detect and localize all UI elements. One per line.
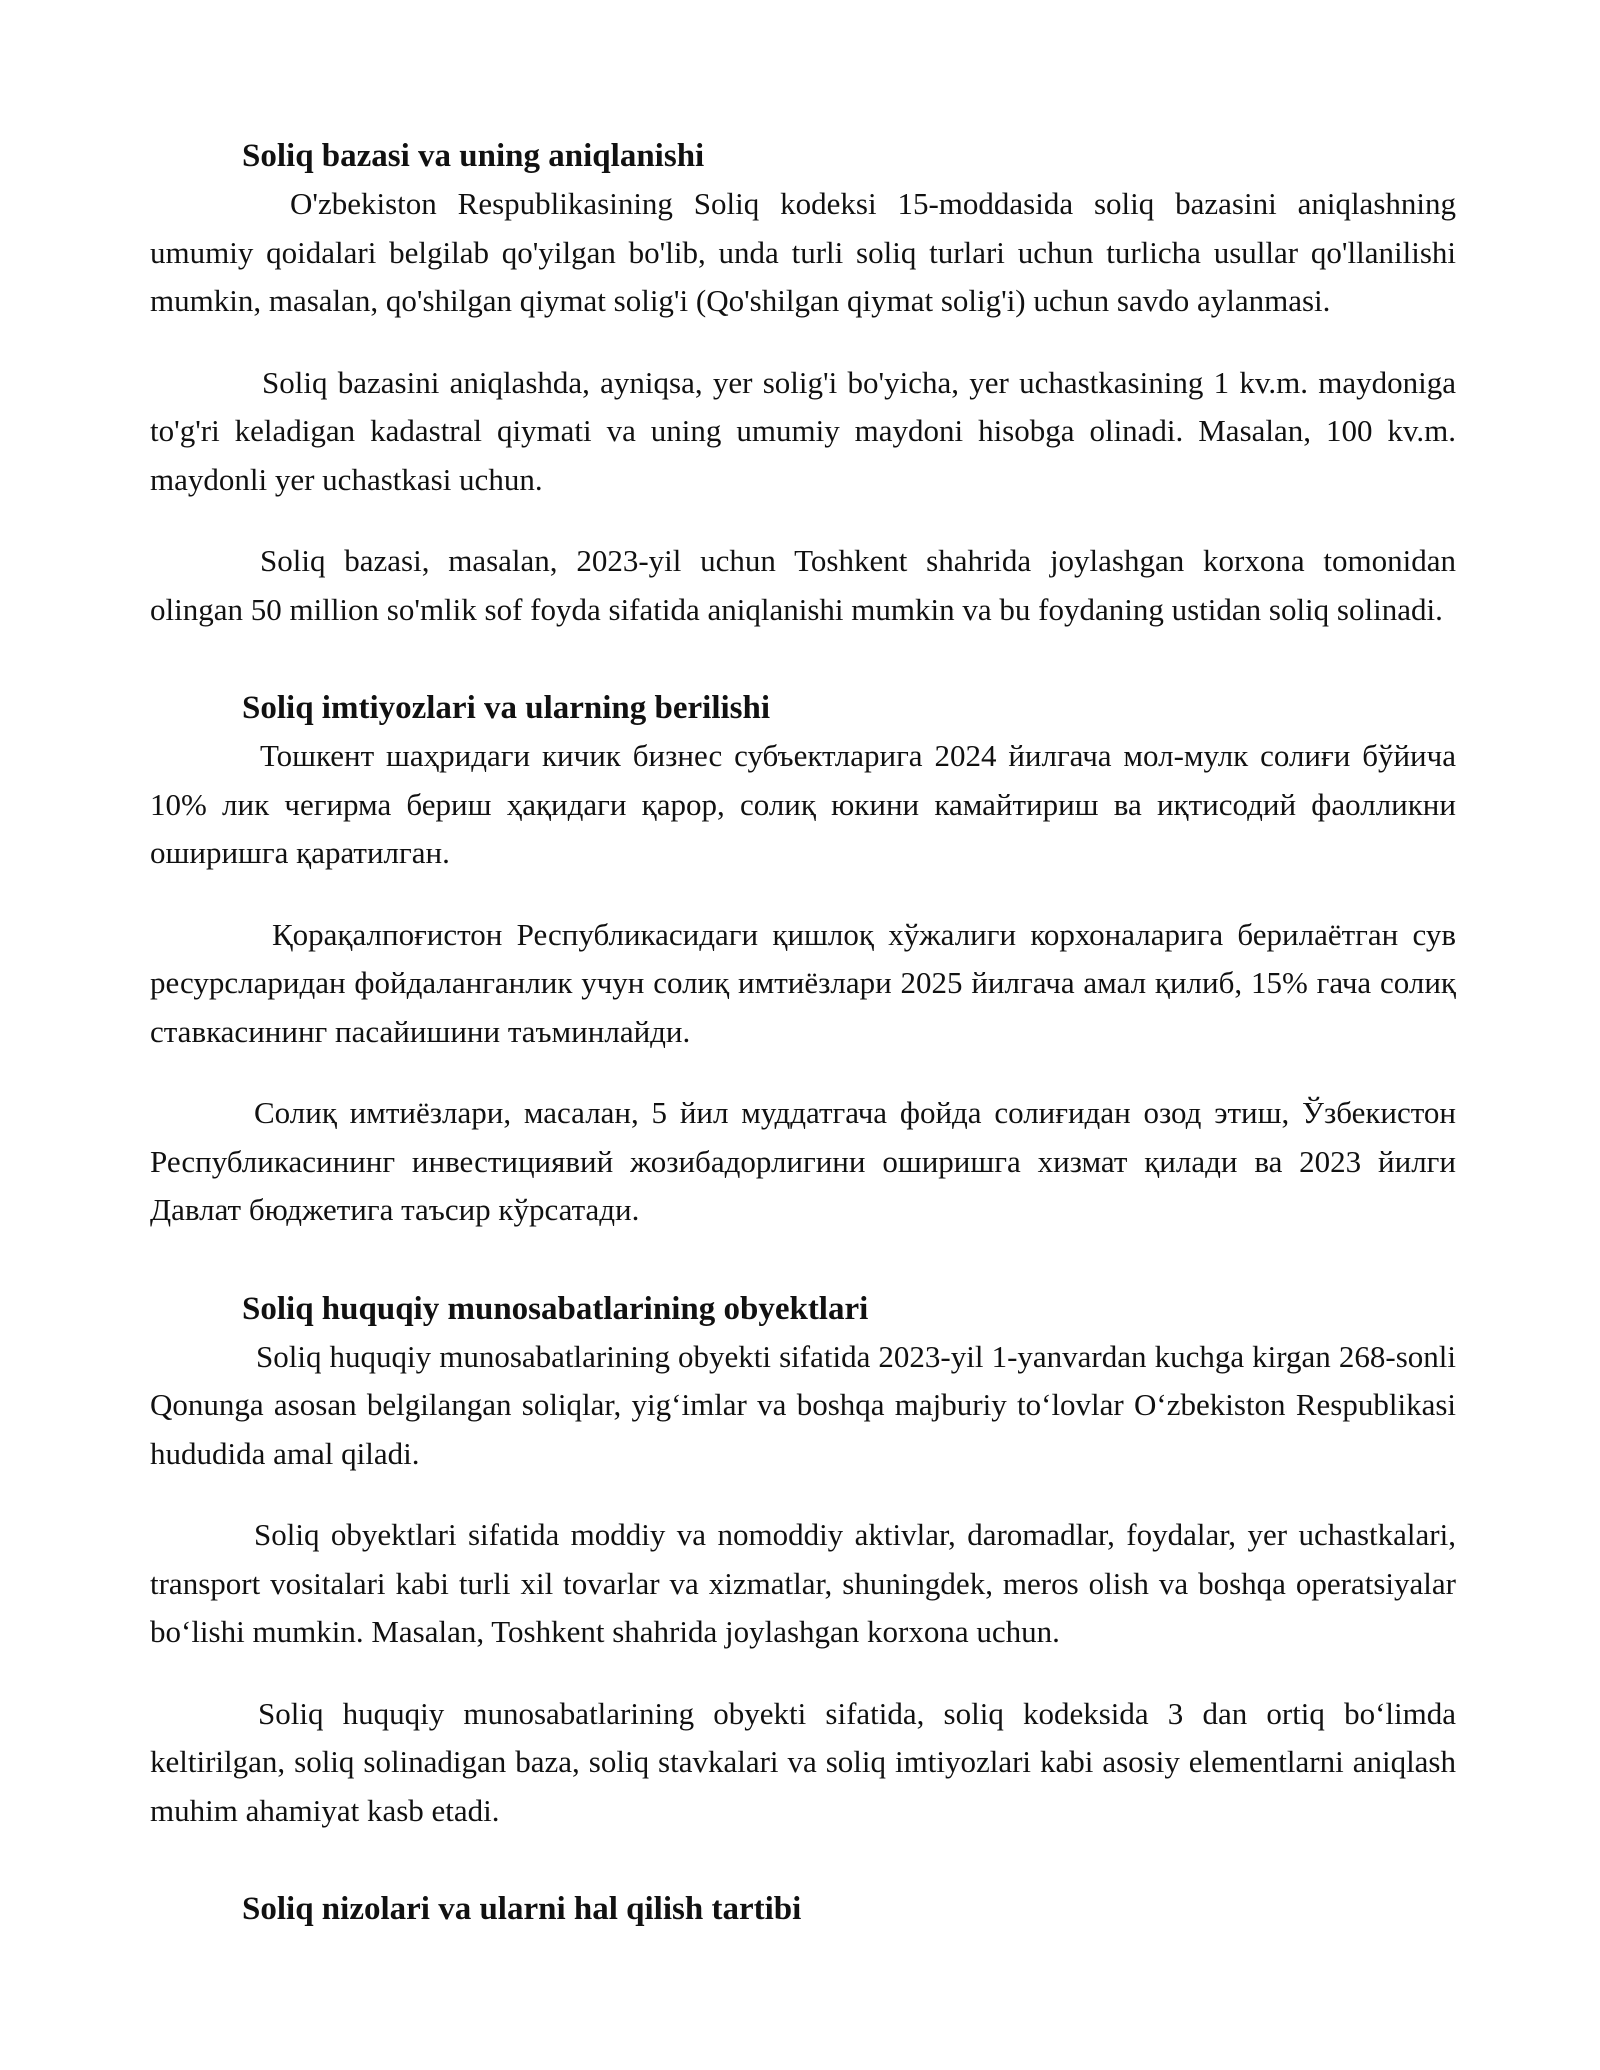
paragraph: Қорақалпоғистон Республикасидаги қишлоқ хўжалиги корхоналарига берилаётган сув ресурсларидан фойдаланганлик учун солиқ имтиёзлари 2025 йилгача амал қилиб, 15% гача солиқ ставкасининг пасайишини таъминлайди. [150,916,1456,1049]
paragraph: Солиқ имтиёзлари, масалан, 5 йил муддатгача фойда солиғидан озод этиш, Ўзбекистон Республикасининг инвестициявий жозибадорлигини оширишга хизмат қилади ва 2023 йилги Давлат бюджетига таъсир кўрсатади. [150,1095,1456,1227]
paragraph: Soliq bazasi, masalan, 2023-yil uchun Toshkent shahrida joylashgan korxona tomonidan olingan 50 million so'mlik sof foyda sifatida aniqlanishi mumkin va bu foydaning ustidan soliq solinadi. [150,543,1456,627]
paragraph: Soliq huquqiy munosabatlarining obyekti sifatida, soliq kodeksida 3 dan ortiq bo‘limda keltirilgan, soliq solinadigan baza, soliq stavkalari va soliq imtiyozlari kabi asosiy elementlarni aniqlash muhim ahamiyat kasb etadi. [150,1695,1456,1828]
paragraph: Soliq bazasini aniqlashda, ayniqsa, yer solig'i bo'yicha, yer uchastkasining 1 kv.m. maydoniga to'g'ri keladigan kadastral qiymati va uning umumiy maydoni hisobga olinadi. Masalan, 100 kv.m. maydonli yer uchastkasi uchun. [150,364,1456,497]
section-heading-tax-base: Soliq bazasi va uning aniqlanishi [242,138,705,174]
document-body [150,132,1456,1933]
section-heading-legal-objects: Soliq huquqiy munosabatlarining obyektlari [242,1290,869,1327]
paragraph: Тошкент шаҳридаги кичик бизнес субъектларига 2024 йилгача мол-мулк солиғи бўйича 10% лик чегирма бериш ҳақидаги қарор, солиқ юкини камайтириш ва иқтисодий фаолликни оширишга қаратилган. [150,738,1456,870]
paragraph: Soliq obyektlari sifatida moddiy va nomoddiy aktivlar, daromadlar, foydalar, yer uchastkalari, transport vositalari kabi turli xil tovarlar va xizmatlar, shuningdek, meros olish va boshqa operatsiyalar bo‘lishi mumkin. Masalan, Toshkent shahrida joylashgan korxona uchun. [150,1517,1456,1649]
section-heading-tax-benefits: Soliq imtiyozlari va ularning berilishi [242,690,771,726]
section-heading-tax-disputes: Soliq nizolari va ularni hal qilish tartibi [242,1891,802,1927]
paragraph: O'zbekiston Respublikasining Soliq kodeksi 15-moddasida soliq bazasini aniqlashning umumiy qoidalari belgilab qo'yilgan bo'lib, unda turli soliq turlari uchun turlicha usullar qo'llanilishi mumkin, masalan, qo'shilgan qiymat solig'i (Qo'shilgan qiymat solig'i) uchun savdo aylanmasi. [150,186,1456,318]
paragraph: Soliq huquqiy munosabatlarining obyekti sifatida 2023-yil 1-yanvardan kuchga kirgan 268-sonli Qonunga asosan belgilangan soliqlar, yig‘imlar va boshqa majburiy to‘lovlar O‘zbekiston Respublikasi hududida amal qiladi. [150,1338,1456,1471]
